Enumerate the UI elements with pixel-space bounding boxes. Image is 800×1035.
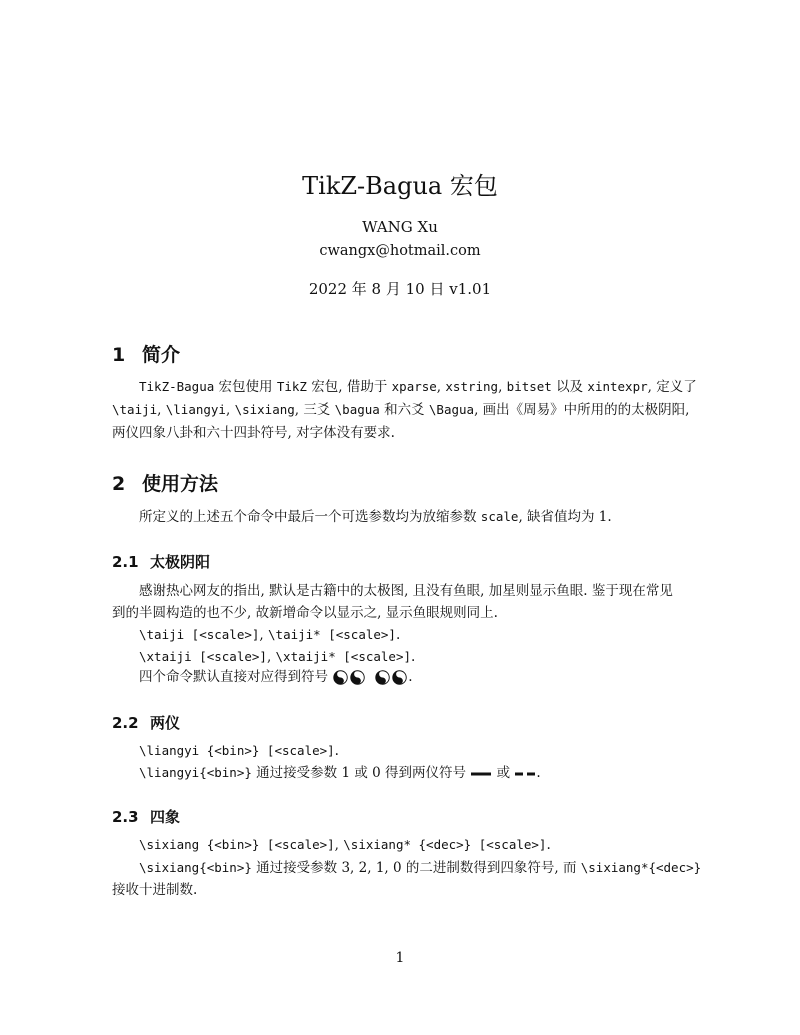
paragraph-line xyxy=(139,668,413,686)
code-text: \liangyi xyxy=(165,402,226,417)
text: , xyxy=(266,649,276,665)
taiji-icon xyxy=(333,670,348,685)
code-text: \sixiang xyxy=(234,402,295,417)
section-title: 四象 xyxy=(150,808,181,826)
section-title: 太极阴阳 xyxy=(150,553,211,571)
section-heading-1 xyxy=(112,340,180,367)
text: , 画出《周易》中所用的的太极阴阳, xyxy=(474,402,690,418)
code-text: xintexpr xyxy=(587,379,648,394)
text: , 缺省值均为 1. xyxy=(518,509,612,525)
author-name: WANG Xu xyxy=(362,218,438,236)
paragraph-line xyxy=(139,626,400,644)
code-text: \sixiang{<bin>} xyxy=(139,860,252,875)
text: 通过接受参数 3, 2, 1, 0 的二进制数得到四象符号, 而 xyxy=(251,860,581,876)
document-date: 2022 年 8 月 10 日 v1.01 xyxy=(308,280,492,298)
page-number: 1 xyxy=(395,950,405,966)
subsection-heading-2-2 xyxy=(112,712,180,733)
text: , xyxy=(436,379,446,395)
section-number: 2.1 xyxy=(112,553,139,571)
text: . xyxy=(408,669,413,685)
section-title: 简介 xyxy=(142,344,181,366)
text: , xyxy=(498,379,507,395)
text: , xyxy=(225,402,235,418)
text: . xyxy=(536,765,541,781)
code-text: \liangyi{<bin>} xyxy=(139,765,252,780)
paragraph-line xyxy=(139,764,541,782)
text: , 定义了 xyxy=(647,379,697,395)
code-text: \taiji [<scale>] xyxy=(139,627,260,642)
paragraph-line xyxy=(139,836,551,854)
text: , xyxy=(334,837,344,853)
xtaiji-icon xyxy=(375,670,390,685)
text: , xyxy=(157,402,166,418)
paragraph-line: 两仪四象八卦和六十四卦符号, 对字体没有要求. xyxy=(112,425,395,441)
paragraph-line xyxy=(139,378,697,396)
paragraph-line: 接收十进制数. xyxy=(112,882,198,898)
yin-line-icon xyxy=(515,770,535,778)
code-text: \bagua xyxy=(334,402,380,417)
author-email: cwangx@hotmail.com xyxy=(319,243,481,259)
code-text: \Bagua xyxy=(428,402,475,417)
text: 和六爻 xyxy=(379,402,429,418)
yang-line-icon xyxy=(471,770,491,778)
section-heading-2 xyxy=(112,469,218,496)
text: 宏包, 借助于 xyxy=(306,379,392,395)
section-number: 1 xyxy=(112,344,126,366)
text: 通过接受参数 1 或 0 得到两仪符号 xyxy=(251,765,471,781)
text: 四个命令默认直接对应得到符号 xyxy=(139,669,333,685)
text: , xyxy=(259,627,269,643)
code-text: \liangyi {<bin>} [<scale>] xyxy=(139,743,335,758)
code-text: scale xyxy=(480,509,519,524)
code-text: \taiji* [<scale>] xyxy=(268,627,396,642)
paragraph-line xyxy=(139,859,701,877)
code-text: \xtaiji* [<scale>] xyxy=(275,649,411,664)
taiji-star-icon xyxy=(350,670,365,685)
text: 以及 xyxy=(551,379,588,395)
code-text: \sixiang* {<dec>} [<scale>] xyxy=(343,837,547,852)
text: , 三爻 xyxy=(294,402,335,418)
code-text: \sixiang {<bin>} [<scale>] xyxy=(139,837,335,852)
text: 或 xyxy=(492,765,515,781)
code-text: \xtaiji [<scale>] xyxy=(139,649,267,664)
code-text: TikZ xyxy=(276,379,307,394)
code-text: xparse xyxy=(391,379,437,394)
text: . xyxy=(411,649,416,665)
paragraph-line xyxy=(112,401,689,419)
section-number: 2.2 xyxy=(112,714,139,732)
text: 所定义的上述五个命令中最后一个可选参数均为放缩参数 xyxy=(139,509,481,525)
code-text: \sixiang*{<dec>} xyxy=(580,860,702,875)
code-text: xstring xyxy=(445,379,499,394)
code-text: TikZ-Bagua xyxy=(139,379,215,394)
text: . xyxy=(546,837,551,853)
text: . xyxy=(334,743,339,759)
paragraph-line xyxy=(139,508,612,526)
xtaiji-star-icon xyxy=(392,670,407,685)
subsection-heading-2-3 xyxy=(112,806,180,827)
code-text: \taiji xyxy=(112,402,158,417)
section-title: 两仪 xyxy=(150,714,181,732)
paragraph-line: 感谢热心网友的指出, 默认是古籍中的太极图, 且没有鱼眼, 加星则显示鱼眼. 鉴于现在常见 xyxy=(139,583,673,599)
text: 宏包使用 xyxy=(214,379,277,395)
section-number: 2.3 xyxy=(112,808,139,826)
code-text: bitset xyxy=(506,379,552,394)
paragraph-line xyxy=(139,648,415,666)
section-number: 2 xyxy=(112,473,126,495)
paragraph-line xyxy=(139,742,339,760)
text: . xyxy=(395,627,401,643)
subsection-heading-2-1 xyxy=(112,551,210,572)
document-title: TikZ-Bagua 宏包 xyxy=(302,172,498,200)
paragraph-line: 到的半圆构造的也不少, 故新增命令以显示之, 显示鱼眼规则同上. xyxy=(112,605,498,621)
section-title: 使用方法 xyxy=(142,473,219,495)
